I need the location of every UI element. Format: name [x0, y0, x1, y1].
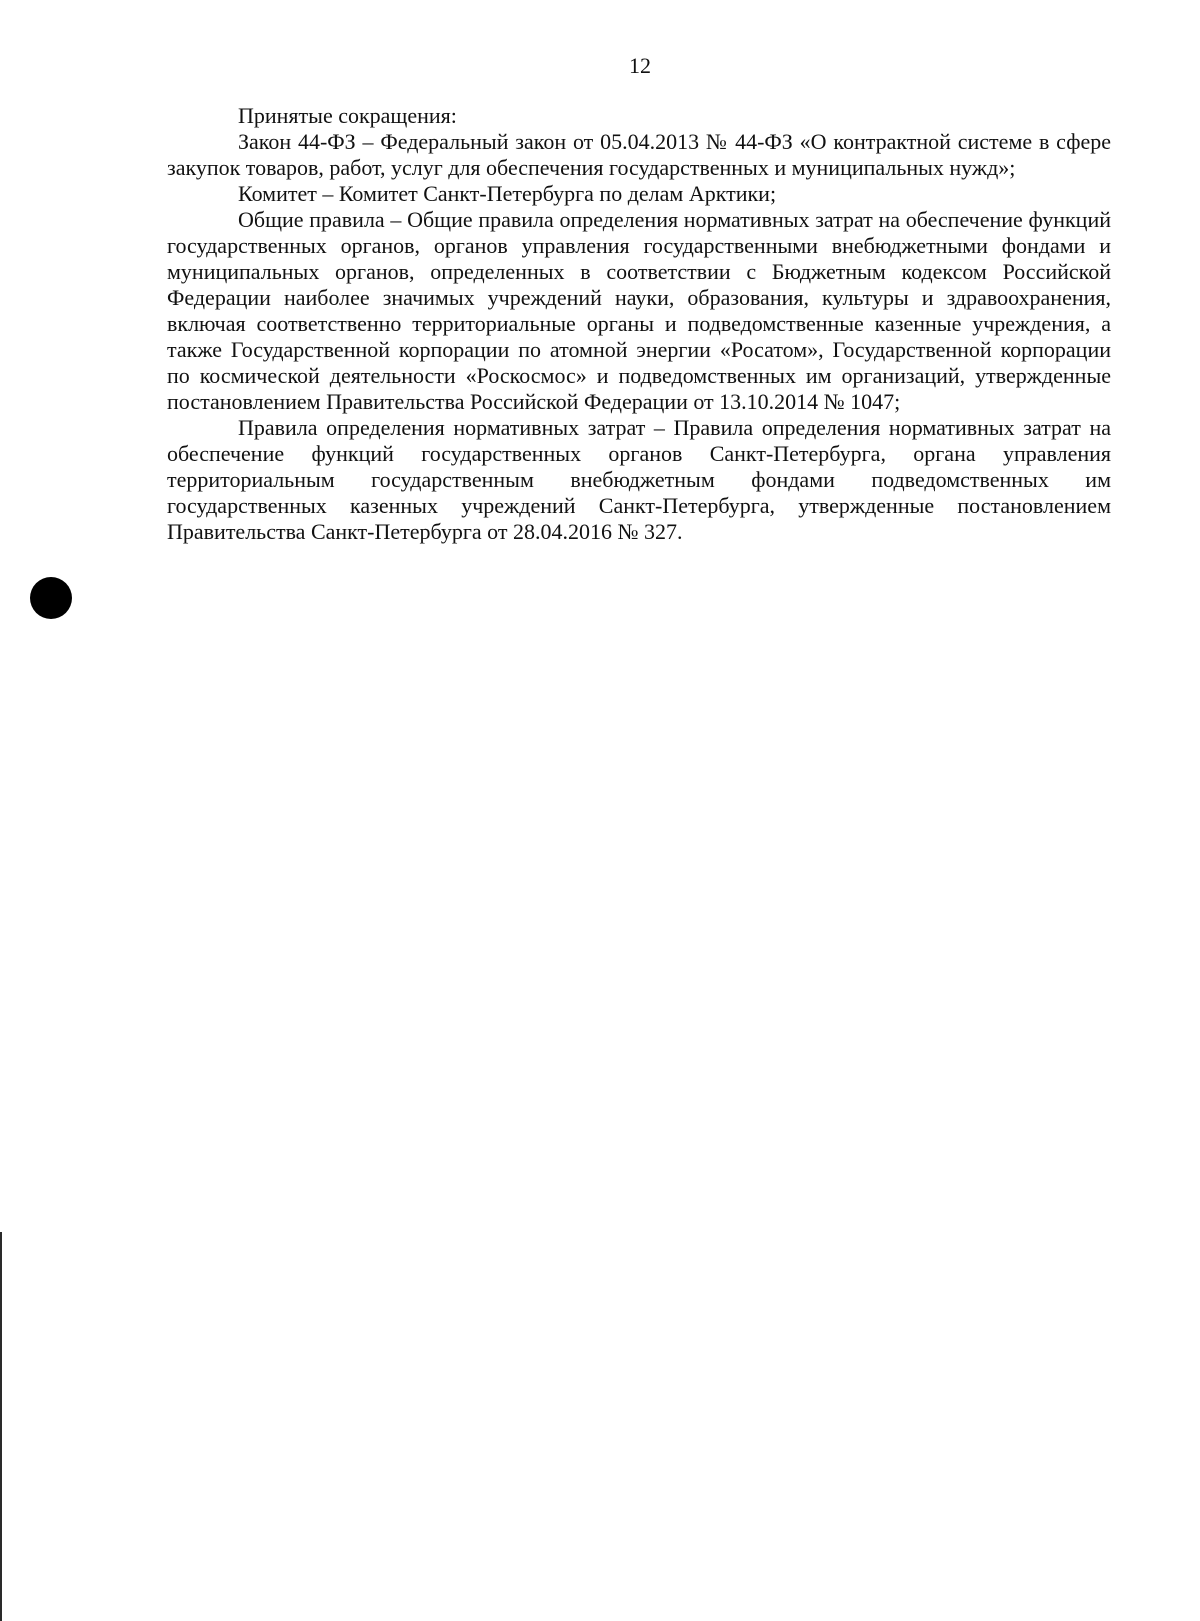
document-body [167, 103, 1111, 545]
abbreviations-heading: Принятые сокращения: [238, 103, 457, 128]
paragraph-general-rules: Общие правила – Общие правила определения нормативных затрат на обеспечение функций государственных органов, органов управления государственными внебюджетными фондами и муниципальных органов, определенных в соответствии с Бюджетным кодексом Российской Федерации наиболее значимых учреждений науки, образования, культуры и здравоохранения, включая соответственно территориальные органы и подведомственные казенные учреждения, а также Государственной корпорации по атомной энергии «Росатом», Государственной корпорации по космической деятельности «Роскосмос» и подведомственных им организаций, утвержденные постановлением Правительства Российской Федерации от 13.10.2014 № 1047; [167, 207, 1111, 414]
scan-edge-line [0, 1232, 2, 1621]
punch-hole-mark [30, 577, 72, 619]
paragraph-law-44-fz: Закон 44-ФЗ – Федеральный закон от 05.04.2013 № 44-ФЗ «О контрактной системе в сфере закупок товаров, работ, услуг для обеспечения государственных и муниципальных нужд»; [167, 129, 1111, 180]
page-number: 12 [629, 53, 651, 78]
paragraph-normative-costs-rules: Правила определения нормативных затрат – Правила определения нормативных затрат на обеспечение функций государственных органов Санкт-Петербурга, органа управления территориальным государственным внебюджетным фондами подведомственных им государственных казенных учреждений Санкт-Петербурга, утвержденные постановлением Правительства Санкт-Петербурга от 28.04.2016 № 327. [167, 415, 1111, 544]
paragraph-committee: Комитет – Комитет Санкт-Петербурга по делам Арктики; [238, 181, 777, 206]
